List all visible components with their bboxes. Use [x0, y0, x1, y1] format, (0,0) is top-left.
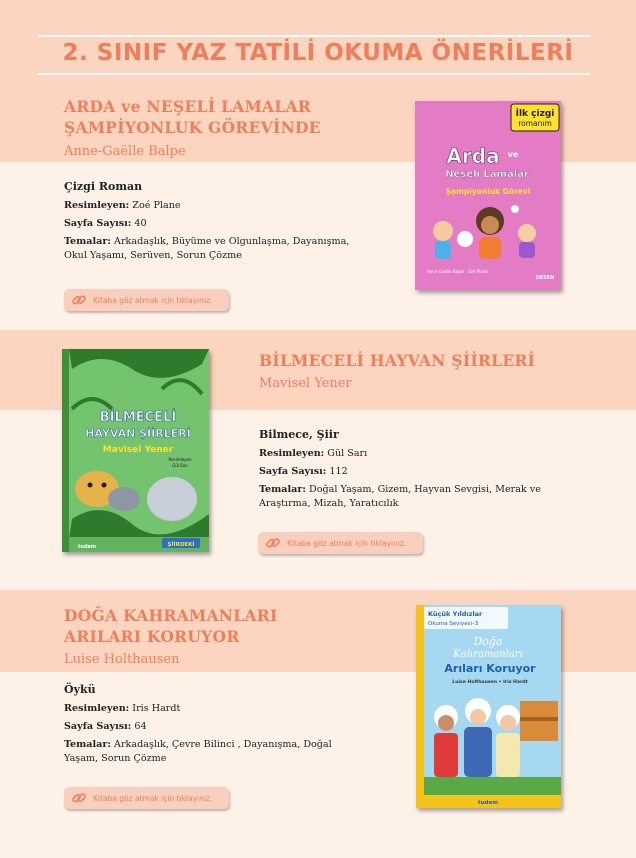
cover-illustration — [416, 605, 561, 808]
svg-text:Kahramanları: Kahramanları — [453, 649, 523, 660]
svg-text:romanım: romanım — [518, 119, 552, 128]
cover-illustration — [415, 101, 561, 290]
svg-text:DESEN: DESEN — [535, 275, 555, 281]
svg-text:Gül Sarı: Gül Sarı — [172, 463, 188, 468]
title-rule-top — [38, 35, 590, 37]
book-cover[interactable] — [62, 349, 209, 552]
book-genre: Çizgi Roman — [64, 180, 143, 193]
svg-text:Arıları Koruyor: Arıları Koruyor — [444, 662, 536, 675]
svg-text:Neşeli Lamalar: Neşeli Lamalar — [445, 169, 529, 180]
svg-text:tudem: tudem — [78, 544, 97, 550]
svg-text:Okuma Seviyesi–3: Okuma Seviyesi–3 — [428, 621, 479, 627]
svg-text:ŞİİRDEKİ: ŞİİRDEKİ — [167, 542, 195, 548]
link-icon — [71, 790, 87, 806]
svg-text:Küçük Yıldızlar: Küçük Yıldızlar — [428, 610, 483, 618]
svg-text:Şampiyonluk Görevi: Şampiyonluk Görevi — [445, 187, 531, 196]
book-author: Anne-Gaëlle Balpe — [64, 144, 186, 159]
svg-text:Doğa: Doğa — [473, 635, 503, 648]
svg-text:Luise Holthausen • Iris Hardt: Luise Holthausen • Iris Hardt — [452, 680, 528, 685]
book-cover[interactable] — [415, 101, 561, 290]
book-title: DOĞA KAHRAMANLARI ARILARI KORUYOR — [64, 606, 278, 646]
link-icon — [265, 535, 281, 551]
svg-text:İlk çizgi: İlk çizgi — [515, 109, 555, 119]
book-link-button[interactable]: Kitaba göz atmak için tıklayınız. — [64, 787, 229, 809]
svg-text:Mavisel Yener: Mavisel Yener — [102, 445, 174, 455]
book-author: Mavisel Yener — [259, 376, 352, 391]
cover-illustration — [62, 349, 209, 552]
book-title: BİLMECELİ HAYVAN ŞİİRLERİ — [259, 351, 536, 370]
svg-text:Resimleyen: Resimleyen — [168, 457, 192, 462]
svg-text:Arda: Arda — [446, 144, 500, 168]
svg-text:BİLMECELİ: BİLMECELİ — [99, 410, 177, 425]
book-link-button[interactable]: Kitaba göz atmak için tıklayınız. — [258, 532, 423, 554]
svg-text:tudem: tudem — [478, 800, 498, 806]
book-details: Resimleyen: Zoé Plane Sayfa Sayısı: 40 Temalar: Arkadaşlık, Büyüme ve Olgunlaşma, Dayanışma, Okul Yaşamı, Serüven, Sorun Çözme — [64, 200, 350, 261]
book-cover[interactable] — [416, 605, 561, 808]
book-author: Luise Holthausen — [64, 652, 180, 667]
title-rule-bottom — [38, 73, 590, 75]
book-genre: Öykü — [64, 683, 96, 696]
book-details: Resimleyen: Gül Sarı Sayfa Sayısı: 112 Temalar: Doğal Yaşam, Gizem, Hayvan Sevgisi, Merak ve Araştırma, Mizah, Yaratıcılık — [259, 448, 541, 509]
page-title: 2. SINIF YAZ TATİLİ OKUMA ÖNERİLERİ — [62, 40, 574, 66]
svg-text:Anne-Gaëlle Balpe · Zoé Plane: Anne-Gaëlle Balpe · Zoé Plane — [427, 269, 488, 274]
svg-text:HAYVAN ŞİİRLERİ: HAYVAN ŞİİRLERİ — [85, 427, 191, 440]
svg-text:ve: ve — [507, 150, 519, 159]
book-title: ARDA ve NEŞELİ LAMALAR ŞAMPİYONLUK GÖREVİNDE — [64, 97, 321, 137]
link-icon — [71, 292, 87, 308]
book-genre: Bilmece, Şiir — [259, 428, 339, 441]
book-details: Resimleyen: Iris Hardt Sayfa Sayısı: 64 Temalar: Arkadaşlık, Çevre Bilinci , Dayanışma, Doğal Yaşam, Sorun Çözme — [64, 703, 332, 764]
book-link-button[interactable]: Kitaba göz atmak için tıklayınız. — [64, 289, 229, 311]
